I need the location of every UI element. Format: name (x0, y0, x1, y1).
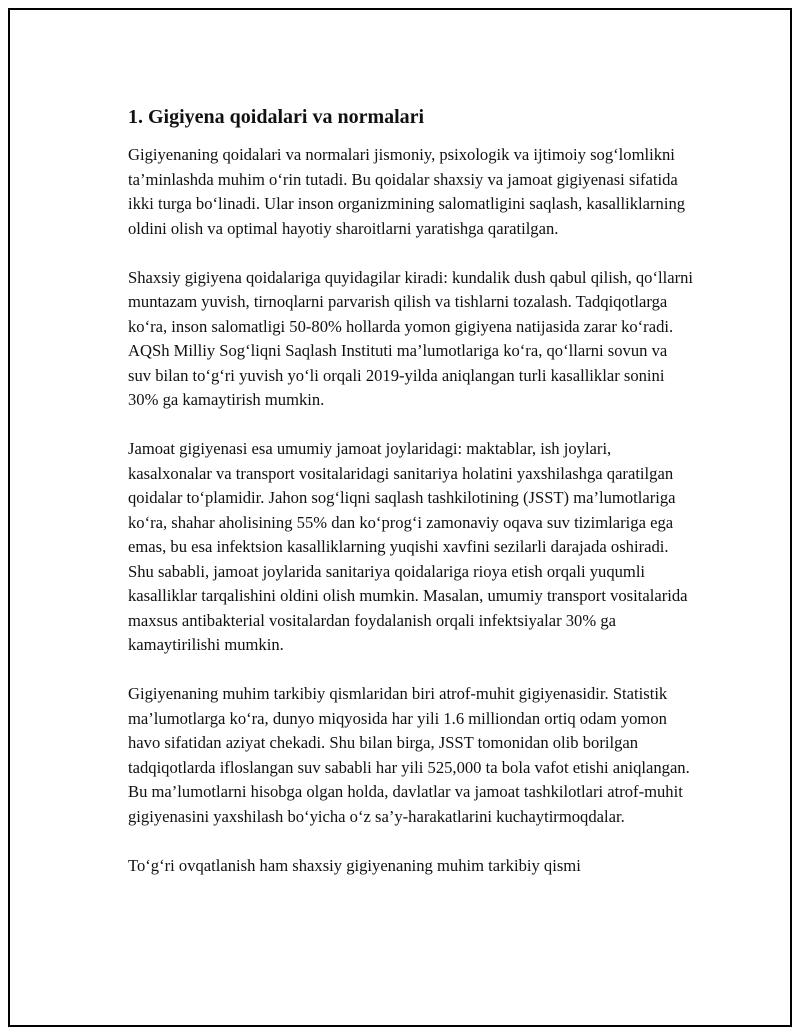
paragraph-environmental-hygiene: Gigiyenaning muhim tarkibiy qismlaridan biri atrof-muhit gigiyenasidir. Statistik ma’lumotlarga ko‘ra, dunyo miqyosida har yili 1.6 milliondan ortiq odam yomon havo sifatidan aziyat chekadi. Shu bilan birga, JSST tomonidan olib borilgan tadqiqotlarda ifloslangan suv sababli har yili 525,000 ta bola vafot etishi aniqlangan. Bu ma’lumotlarni hisobga olgan holda, davlatlar va jamoat tashkilotlari atrof-muhit gigiyenasini yaxshilash bo‘yicha o‘z sa’y-harakatlarini kuchaytirmoqdalar. (128, 684, 690, 826)
paragraph-nutrition: To‘g‘ri ovqatlanish ham shaxsiy gigiyenaning muhim tarkibiy qismi (128, 855, 581, 875)
paragraph-public-hygiene: Jamoat gigiyenasi esa umumiy jamoat joylaridagi: maktablar, ish joylari, kasalxonalar va transport vositalaridagi sanitariya holatini yaxshilashga qaratilgan qoidalar to‘plamidir. Jahon sog‘liqni saqlash tashkilotining (JSST) ma’lumotlariga ko‘ra, shahar aholisining 55% dan ko‘prog‘i zamonaviy oqava suv tizimlariga ega emas, bu esa infektsion kasalliklarning yuqishi xavfini sezilarli darajada oshiradi. Shu sababli, jamoat joylarida sanitariya qoidalariga rioya etish orqali yuqumli kasalliklar tarqalishini oldini olish mumkin. Masalan, umumiy transport vositalarida maxsus antibakterial vositalardan foydalanish orqali infektsiyalar 30% ga kamaytirilishi mumkin. (128, 439, 688, 654)
document-body (128, 104, 694, 903)
paragraph-personal-hygiene: Shaxsiy gigiyena qoidalariga quyidagilar kiradi: kundalik dush qabul qilish, qo‘llarni muntazam yuvish, tirnoqlarni parvarish qilish va tishlarni tozalash. Tadqiqotlarga ko‘ra, inson salomatligi 50-80% hollarda yomon gigiyena natijasida zarar ko‘radi. AQSh Milliy Sog‘liqni Saqlash Instituti ma’lumotlariga ko‘ra, qo‘llarni sovun va suv bilan to‘g‘ri yuvish yo‘li orqali 2019-yilda aniqlangan turli kasalliklar sonini 30% ga kamaytirish mumkin. (128, 267, 694, 409)
page-frame (8, 8, 792, 1027)
section-title: 1. Gigiyena qoidalari va normalari (128, 106, 425, 128)
paragraph-intro: Gigiyenaning qoidalari va normalari jismoniy, psixologik va ijtimoiy sog‘lomlikni ta’minlashda muhim o‘rin tutadi. Bu qoidalar shaxsiy va jamoat gigiyenasi sifatida ikki turga bo‘linadi. Ular inson organizmining salomatligini saqlash, kasalliklarning oldini olish va optimal hayotiy sharoitlarni yaratishga qaratilgan. (128, 145, 686, 238)
